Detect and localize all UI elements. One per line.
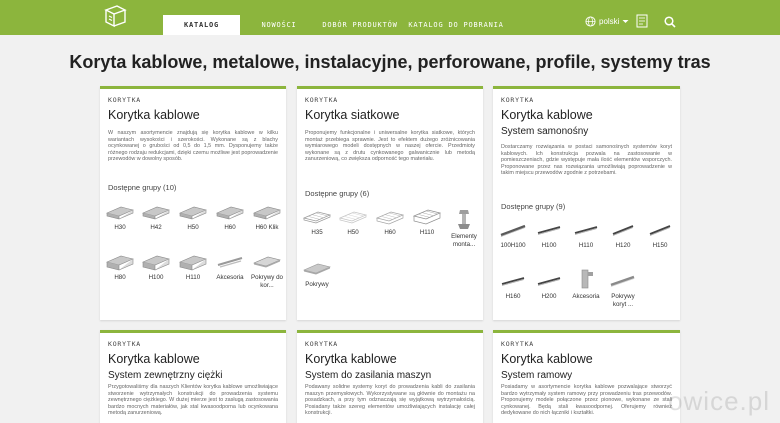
- card-title[interactable]: Korytka kablowe: [501, 108, 593, 122]
- product-group-h100[interactable]: [139, 253, 173, 282]
- card-description: Przygotowaliśmy dla naszych Klientów korytka kablowe umożliwiające stworzenie wytrzymałych konstrukcji do prowadzenia systemu zewnętrznego ciężkiego. W dużej mierze jest to zasługą zastosowania bardzo mocnych materiałów, jak stal kwasoodporna lub ocynkowana metodą zanurzeniową.: [108, 384, 278, 416]
- card-title[interactable]: Korytka kablowe: [108, 352, 200, 366]
- card-title[interactable]: Korytka kablowe: [305, 352, 397, 366]
- product-group-label: H160: [505, 293, 521, 300]
- product-group-label: H120: [615, 242, 631, 249]
- product-group-label: H60: [224, 224, 236, 231]
- product-group-h35[interactable]: [300, 208, 334, 237]
- card-category-label: KORYTKA: [501, 96, 534, 104]
- cover-icon: [608, 272, 638, 290]
- tray-icon: [178, 203, 208, 221]
- bracket-icon: [571, 268, 601, 290]
- tab-katalog-do-pobrania[interactable]: KATALOG DO POBRANIA: [408, 21, 504, 29]
- product-group-h30[interactable]: [103, 203, 137, 232]
- catalog-list-icon[interactable]: [636, 14, 648, 33]
- product-group-akcesoria[interactable]: [569, 268, 603, 301]
- product-group-h60[interactable]: [373, 208, 407, 237]
- groups-count-label: Dostępne grupy (9): [501, 202, 566, 211]
- tab-nowosci[interactable]: NOWOŚCI: [261, 21, 297, 29]
- product-group-label: H150: [652, 242, 668, 249]
- category-card-system-samonosny[interactable]: [493, 86, 680, 320]
- groups-count-label: Dostępne grupy (6): [305, 189, 370, 198]
- tray-icon: [215, 203, 245, 221]
- rail-icon: [534, 272, 564, 290]
- card-title[interactable]: Korytka kablowe: [501, 352, 593, 366]
- card-category-label: KORYTKA: [108, 96, 141, 104]
- card-category-label: KORYTKA: [108, 340, 141, 348]
- globe-icon: [585, 16, 596, 27]
- product-group-elementy-montazowe[interactable]: [447, 208, 481, 248]
- category-card-korytka-siatkowe[interactable]: [297, 86, 483, 320]
- card-subtitle: System do zasilania maszyn: [305, 370, 432, 381]
- top-navigation-bar: [0, 0, 780, 35]
- cover-icon: [252, 253, 282, 271]
- rail-icon: [534, 221, 564, 239]
- card-description: Proponujemy funkcjonalne i uniwersalne korytka siatkowe, których montaż przebiega sprawnie. Jest to efektem dużego zróżnicowania wymiarowego modeli dostępnych w naszej ofercie. Przedmioty wykonane są z drutu cynkowanego galwanicznie lub metodą zanurzeniową, co zwiększa odporność tego materiału.: [305, 130, 475, 162]
- tab-katalog[interactable]: KATALOG: [163, 15, 240, 35]
- product-group-label: H35: [311, 229, 323, 236]
- product-group-h80[interactable]: [103, 253, 137, 282]
- tray-icon: [141, 203, 171, 221]
- product-group-h160[interactable]: [496, 272, 530, 301]
- product-group-label: H50: [347, 229, 359, 236]
- product-group-h50[interactable]: [336, 208, 370, 237]
- product-group-label: 100H100: [500, 242, 526, 249]
- groups-count-label: Dostępne grupy (10): [108, 183, 177, 192]
- rail-icon: [608, 221, 638, 239]
- card-description: Posiadamy w asortymencie korytka kablowe pozwalające stworzyć bardzo wytrzymały system ramowy przy prowadzeniu tras przewodów. Proponujemy modele połączone przez pionowe, wykonane ze stali cynkowanej. Będą stali kwasoodpornej. Oferujemy również dedykowane do nich łączniki i kształtki.: [501, 384, 672, 416]
- product-group-label: Pokrywy: [305, 281, 329, 288]
- product-group-h120[interactable]: [606, 221, 640, 250]
- category-card-system-do-zasilania-maszyn[interactable]: [297, 330, 483, 423]
- cover-icon: [302, 260, 332, 278]
- card-description: Podawany solidne systemy koryt do prowadzenia kabli do zasilania maszyn przemysłowych. Wykorzystywane są głównie do montażu na posadzkach, a przy tym odznaczają się wyjątkową wytrzymałością. Posiadany także szereg elementów umożliwiających instalację całej konstrukcji.: [305, 384, 475, 416]
- card-category-label: KORYTKA: [305, 340, 338, 348]
- product-group-label: H100: [541, 242, 557, 249]
- product-group-akcesoria[interactable]: [213, 253, 247, 282]
- card-description: W naszym asortymencie znajdują się korytka kablowe w kilku wariantach wysokości i szerokości. Wykonane są z blachy ocynkowanej o grubości od 0,5 do 1,5 mm. Dysponujemy także różnego rodzaju redukcjami, dzięki czemu możliwe jest poprowadzenie przewodów w dowolny sposób.: [108, 130, 278, 162]
- tray-icon: [105, 253, 135, 271]
- category-card-korytka-kablowe[interactable]: [100, 86, 286, 320]
- product-group-h100[interactable]: [532, 221, 566, 250]
- product-group-label: H200: [541, 293, 557, 300]
- product-group-label: H110: [419, 229, 435, 236]
- product-group-label: Akcesoria: [572, 293, 600, 300]
- product-group-label: Akcesoria: [216, 274, 244, 281]
- card-category-label: KORYTKA: [305, 96, 338, 104]
- product-group-h50[interactable]: [176, 203, 210, 232]
- language-label: polski: [599, 16, 620, 26]
- product-group-label: H60: [384, 229, 396, 236]
- page-title: Koryta kablowe, metalowe, instalacyjne, perforowane, profile, systemy tras: [69, 52, 711, 72]
- product-group-pokrywy[interactable]: [300, 260, 334, 289]
- product-group-pokrywy-koryt[interactable]: [606, 272, 640, 308]
- product-group-h42[interactable]: [139, 203, 173, 232]
- product-group-label: H110: [578, 242, 594, 249]
- product-group-label: H80: [114, 274, 126, 281]
- language-selector[interactable]: [585, 14, 629, 28]
- product-group-label: Elementy monta...: [451, 233, 477, 248]
- product-group-h60-klik[interactable]: [250, 203, 284, 232]
- card-title[interactable]: Korytka kablowe: [108, 108, 200, 122]
- card-title[interactable]: Korytka siatkowe: [305, 108, 400, 122]
- rail-icon: [498, 221, 528, 239]
- card-description: Dostarczamy rozwiązania w postaci samonośnych systemów koryt kablowych. Ich konstrukcja pozwala na zastosowanie w pomieszczeniach, gdzie występuje mała ilość elementów wsporczych. Proponowane przez nas rozwiązania umożliwiają poprowadzenie w takim miejscu przewodów zgodnie z potrzebami.: [501, 144, 672, 176]
- product-group-label: Pokrywy do kor...: [251, 274, 283, 289]
- card-category-label: KORYTKA: [501, 340, 534, 348]
- product-group-100h100[interactable]: [496, 221, 530, 250]
- product-group-h110[interactable]: [176, 253, 210, 282]
- wire-tray-icon: [338, 208, 368, 226]
- tray-icon: [252, 203, 282, 221]
- card-subtitle: System ramowy: [501, 370, 573, 381]
- product-group-h110[interactable]: [569, 221, 603, 250]
- card-subtitle: System samonośny: [501, 126, 589, 137]
- tray-icon: [178, 253, 208, 271]
- rail-icon: [498, 272, 528, 290]
- product-group-pokrywy[interactable]: [250, 253, 284, 289]
- tray-icon: [105, 203, 135, 221]
- product-group-label: H50: [187, 224, 199, 231]
- chevron-down-icon: [622, 19, 629, 24]
- product-group-h150[interactable]: [643, 221, 677, 250]
- product-group-label: H110: [185, 274, 201, 281]
- product-group-label: Pokrywy koryt ...: [611, 293, 635, 308]
- accessory-icon: [215, 253, 245, 271]
- rail-icon: [571, 221, 601, 239]
- product-group-label: H30: [114, 224, 126, 231]
- wire-tray-icon: [412, 208, 442, 226]
- search-icon[interactable]: [664, 15, 676, 33]
- category-card-system-ramowy[interactable]: [493, 330, 680, 423]
- mounting-bolt-icon: [449, 208, 479, 230]
- product-group-h60[interactable]: [213, 203, 247, 232]
- product-group-label: H100: [148, 274, 164, 281]
- watermark: owice.pl: [668, 386, 770, 416]
- product-group-label: H42: [150, 224, 162, 231]
- rail-icon: [645, 221, 675, 239]
- wire-tray-icon: [302, 208, 332, 226]
- category-card-system-zewnetrzny-ciezki[interactable]: [100, 330, 286, 423]
- tab-dobor-produktow[interactable]: DOBÓR PRODUKTÓW: [322, 21, 398, 29]
- card-subtitle: System zewnętrzny ciężki: [108, 370, 223, 381]
- product-group-label: H60 Klik: [255, 224, 279, 231]
- tray-icon: [141, 253, 171, 271]
- product-group-h200[interactable]: [532, 272, 566, 301]
- product-group-h110[interactable]: [410, 208, 444, 237]
- logo[interactable]: [103, 4, 127, 30]
- wire-tray-icon: [375, 208, 405, 226]
